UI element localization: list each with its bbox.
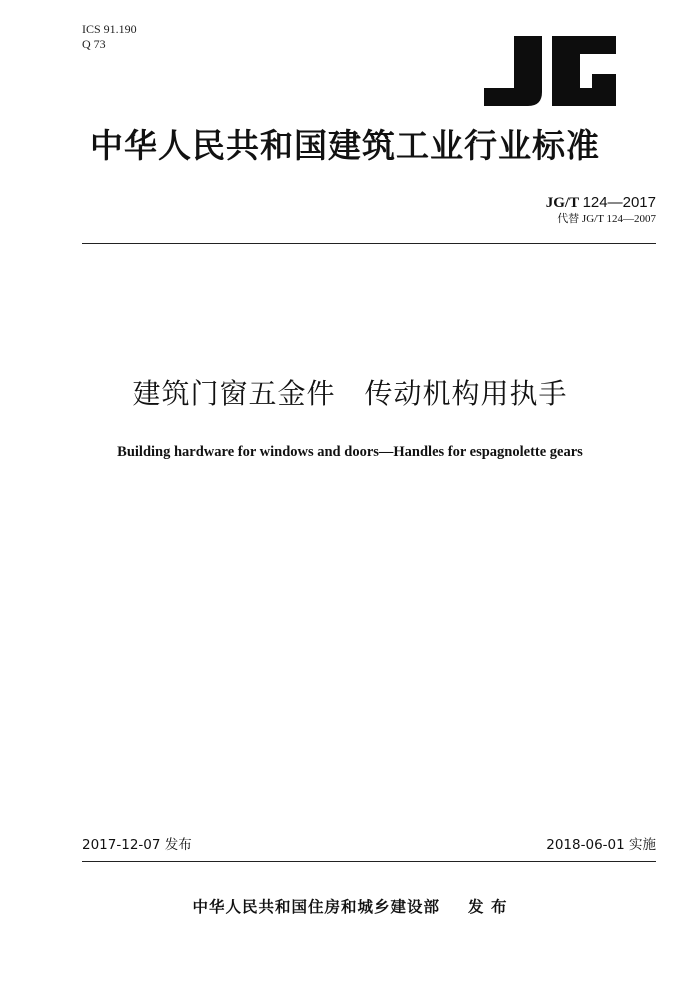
jg-logo — [484, 36, 624, 108]
organization-title: 中华人民共和国建筑工业行业标准 — [90, 126, 600, 165]
standard-code — [546, 194, 656, 212]
classification-codes — [82, 22, 137, 52]
class-code: Q 73 — [82, 37, 106, 51]
standard-number-block — [546, 194, 656, 226]
release-date: 2017-12-07 发布 — [82, 837, 192, 853]
ics-code: ICS 91.190 — [82, 22, 137, 36]
standard-code-prefix: JG/T — [545, 195, 579, 211]
issuer-action: 发 布 — [468, 898, 508, 916]
english-title: Building hardware for windows and doors—Handles for espagnolette gears — [117, 444, 583, 460]
chinese-title: 建筑门窗五金件 传动机构用执手 — [132, 377, 568, 410]
issuer-name: 中华人民共和国住房和城乡建设部 — [192, 898, 441, 916]
issuer-line — [0, 897, 700, 917]
header-divider — [82, 243, 656, 244]
footer-divider — [82, 861, 656, 862]
replaces-standard: 代替 JG/T 124—2007 — [557, 213, 656, 225]
implementation-date: 2018-06-01 实施 — [546, 837, 656, 853]
standard-code-number: 124—2017 — [582, 194, 656, 211]
